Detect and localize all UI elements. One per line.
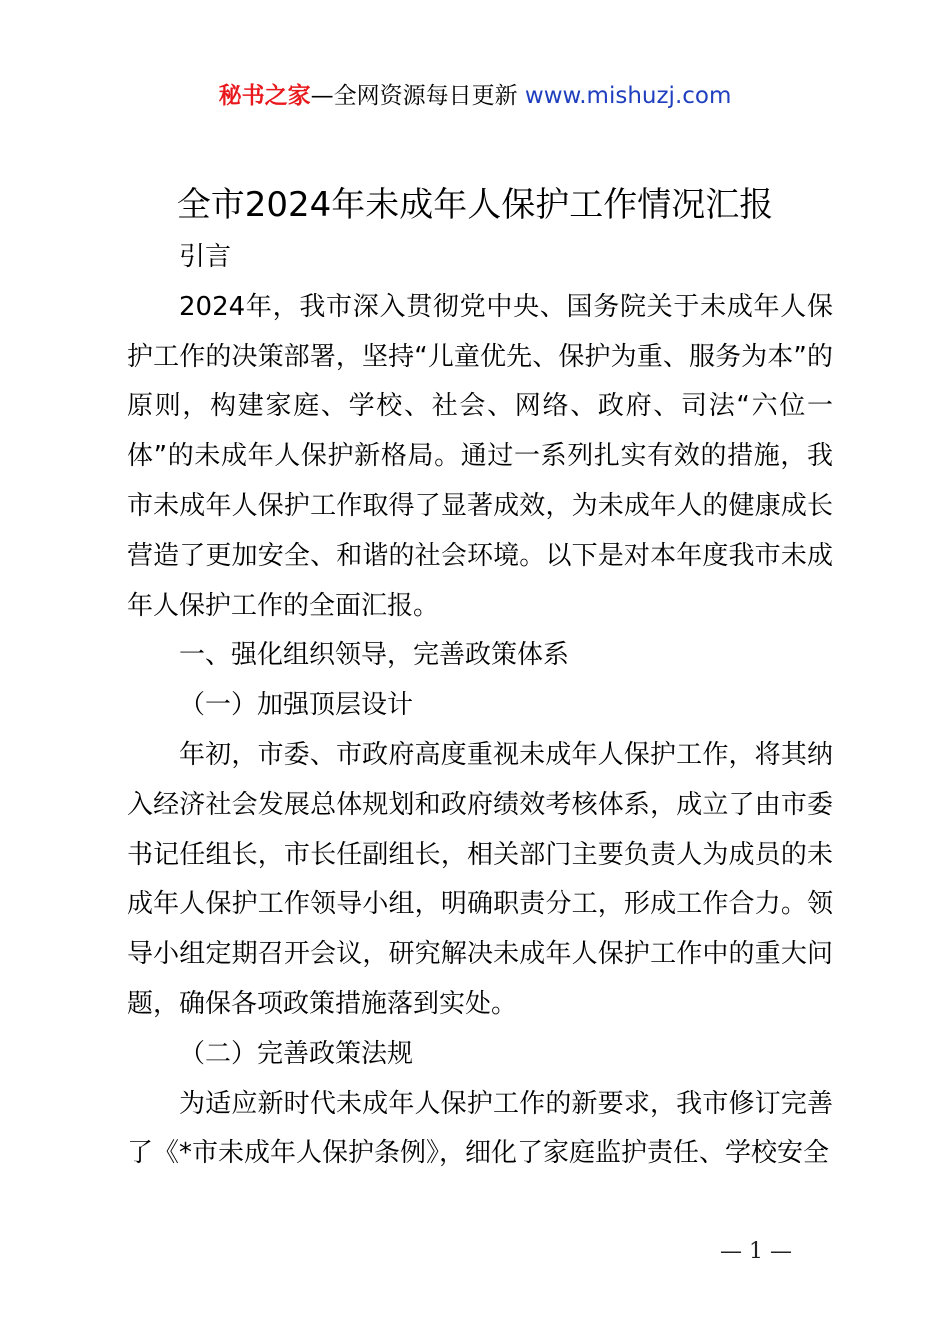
paragraph-intro-body: 2024年，我市深入贯彻党中央、国务院关于未成年人保护工作的决策部署，坚持“儿童优先、保护为重、服务为本”的原则，构建家庭、学校、社会、网络、政府、司法“六位一体”的未成年人保护新格局。通过一系列扎实有效的措施，我市未成年人保护工作取得了显著成效，为未成年人的健康成长营造了更加安全、和谐的社会环境。以下是对本年度我市未成年人保护工作的全面汇报。 [127,291,833,621]
site-url-link[interactable]: www.mishuzj.com [524,83,732,109]
site-brand: 秘书之家 [218,83,311,109]
page-number: — 1 — [720,1239,792,1264]
document-title: 全市2024年未成年人保护工作情况汇报 [176,185,774,225]
document-body [127,233,833,1179]
subsection-heading-1-2: （二）完善政策法规 [179,1038,414,1069]
site-header [0,80,950,112]
site-tagline: —全网资源每日更新 [310,83,518,109]
subsection-heading-1-1: （一）加强顶层设计 [179,690,414,721]
paragraph-1-2-body: 为适应新时代未成年人保护工作的新要求，我市修订完善了《*市未成年人保护条例》，细化了家庭监护责任、学校安全 [127,1088,833,1169]
paragraph-intro-heading: 引言 [179,242,232,272]
paragraph-1-1-body: 年初，市委、市政府高度重视未成年人保护工作，将其纳入经济社会发展总体规划和政府绩效考核体系，成立了由市委书记任组长，市长任副组长，相关部门主要负责人为成员的未成年人保护工作领导小组，明确职责分工，形成工作合力。领导小组定期召开会议，研究解决未成年人保护工作中的重大问题，确保各项政策措施落到实处。 [127,739,833,1019]
section-heading-1: 一、强化组织领导，完善政策体系 [179,640,570,671]
